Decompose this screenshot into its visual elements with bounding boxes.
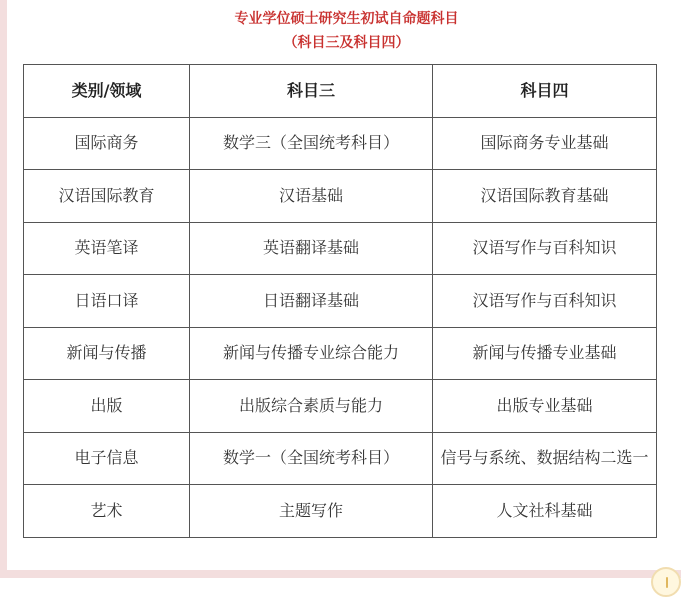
header-subject-four: 科目四 bbox=[433, 65, 657, 118]
table-row bbox=[24, 432, 657, 485]
table-row bbox=[24, 327, 657, 380]
cell-category: 出版 bbox=[24, 380, 190, 433]
cell-subject-four: 人文社科基础 bbox=[433, 485, 657, 538]
table-header-row bbox=[24, 65, 657, 118]
table-row bbox=[24, 222, 657, 275]
cell-subject-three: 数学三（全国统考科目） bbox=[190, 117, 433, 170]
cell-category: 汉语国际教育 bbox=[24, 170, 190, 223]
subjects-table bbox=[23, 64, 657, 538]
cell-subject-three: 日语翻译基础 bbox=[190, 275, 433, 328]
header-subject-three: 科目三 bbox=[190, 65, 433, 118]
cell-category: 艺术 bbox=[24, 485, 190, 538]
cell-subject-four: 国际商务专业基础 bbox=[433, 117, 657, 170]
cell-category: 英语笔译 bbox=[24, 222, 190, 275]
cell-subject-three: 汉语基础 bbox=[190, 170, 433, 223]
page-subtitle: （科目三及科目四） bbox=[283, 35, 410, 51]
table-row bbox=[24, 485, 657, 538]
cell-category: 电子信息 bbox=[24, 432, 190, 485]
cell-subject-three: 英语翻译基础 bbox=[190, 222, 433, 275]
page-title: 专业学位硕士研究生初试自命题科目 bbox=[234, 11, 459, 27]
cell-category: 新闻与传播 bbox=[24, 327, 190, 380]
table-row bbox=[24, 117, 657, 170]
table-row bbox=[24, 170, 657, 223]
table-row bbox=[24, 380, 657, 433]
table-row bbox=[24, 275, 657, 328]
scroll-indicator-icon[interactable] bbox=[651, 567, 681, 597]
cell-subject-four: 出版专业基础 bbox=[433, 380, 657, 433]
header-category: 类别/领域 bbox=[24, 65, 190, 118]
cell-subject-three: 数学一（全国统考科目） bbox=[190, 432, 433, 485]
cell-subject-four: 汉语国际教育基础 bbox=[433, 170, 657, 223]
cell-subject-three: 出版综合素质与能力 bbox=[190, 380, 433, 433]
cell-subject-four: 汉语写作与百科知识 bbox=[433, 275, 657, 328]
cell-subject-four: 信号与系统、数据结构二选一 bbox=[433, 432, 657, 485]
indicator-bar-icon bbox=[666, 577, 668, 588]
cell-subject-four: 新闻与传播专业基础 bbox=[433, 327, 657, 380]
cell-category: 国际商务 bbox=[24, 117, 190, 170]
cell-subject-four: 汉语写作与百科知识 bbox=[433, 222, 657, 275]
cell-subject-three: 新闻与传播专业综合能力 bbox=[190, 327, 433, 380]
cell-category: 日语口译 bbox=[24, 275, 190, 328]
cell-subject-three: 主题写作 bbox=[190, 485, 433, 538]
